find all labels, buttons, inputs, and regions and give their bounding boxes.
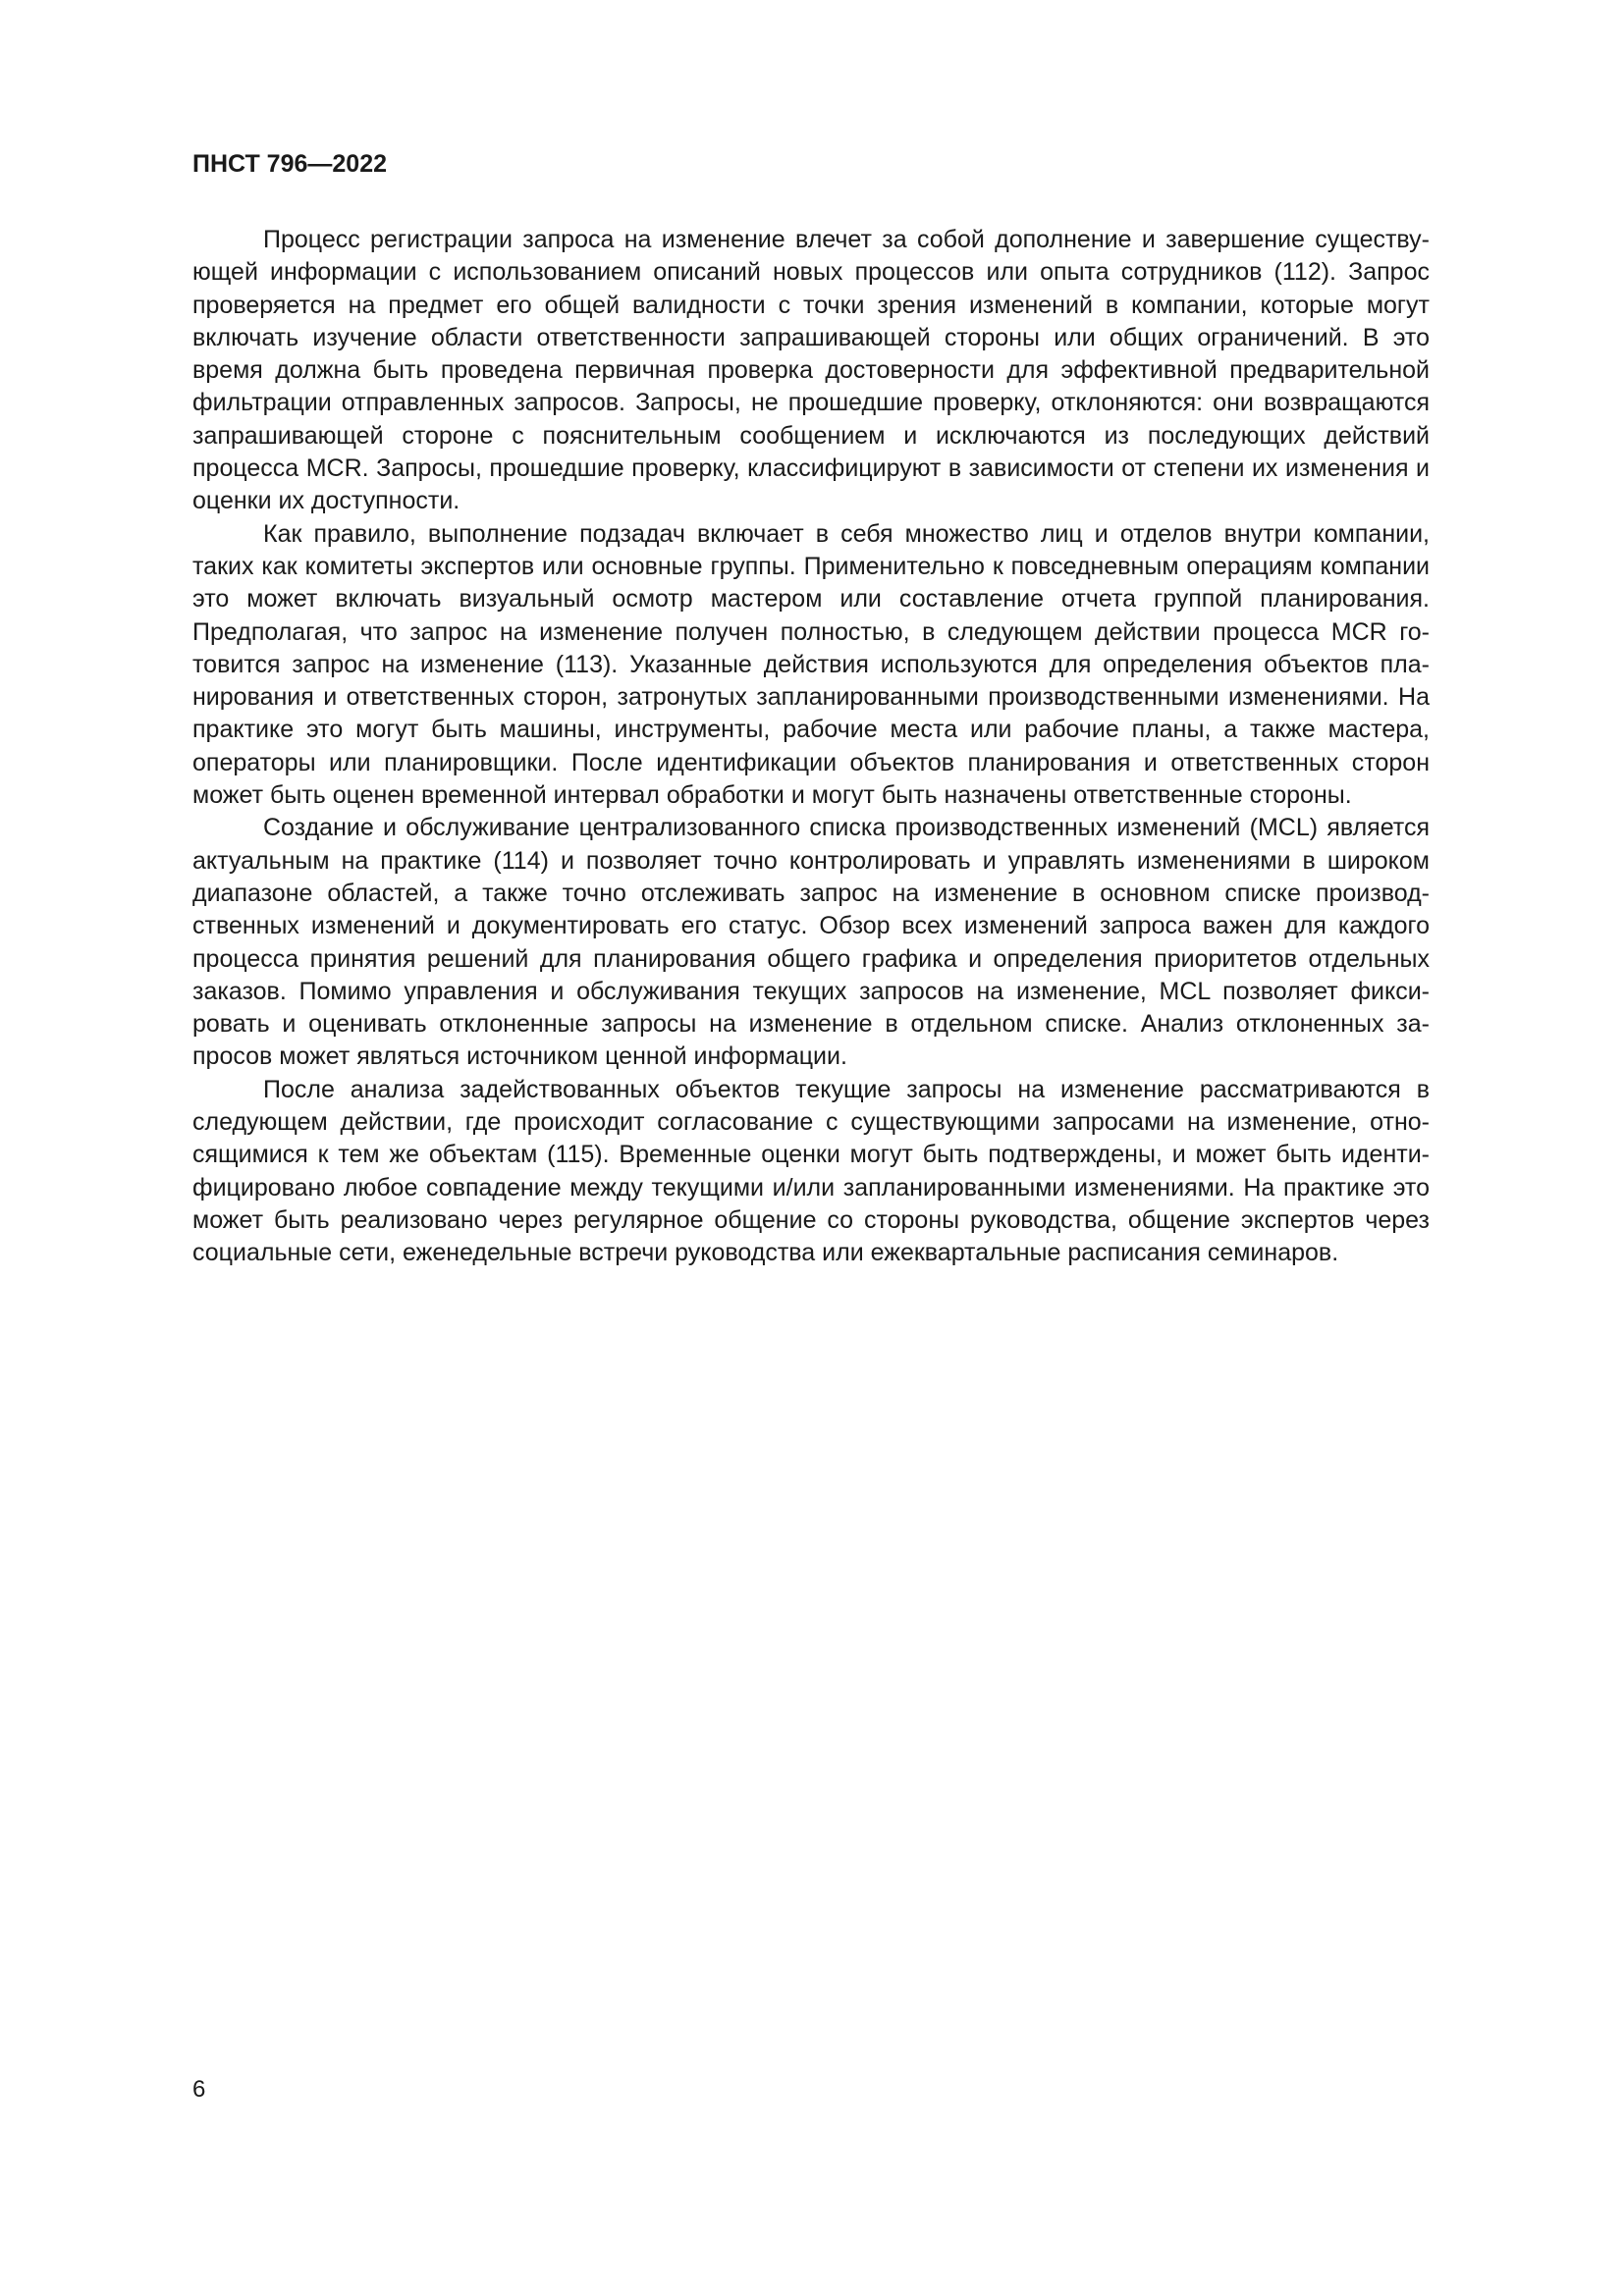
paragraph-3: Создание и обслуживание централизованного списка производственных изменений (MCL) является актуальным на практике (114) и позволяет точно контролировать и управлять изменениями в широком диапазоне областей, а также точно отслеживать запрос на изменение в основном списке производственных изменений и документировать его статус. Обзор всех изменений запроса важен для каждого процесса принятия решений для планирования общего графика и определения приоритетов отдельных заказов. Помимо управления и обслуживания текущих запросов на изменение, MCL позволяет фиксировать и оценивать отклоненные запросы на изменение в отдельном списке. Анализ отклоненных запросов может являться источником ценной информации. — [192, 814, 1430, 1071]
paragraph-1: Процесс регистрации запроса на изменение влечет за собой дополнение и завершение существующей информации с использованием описаний новых процессов или опыта сотрудников (112). Запрос проверяется на предмет его общей валидности с точки зрения изменений в компании, которые могут включать изучение области ответственности запрашивающей стороны или общих ограничений. В это время должна быть проведена первичная проверка достоверности для эффективной предварительной фильтрации отправленных запросов. Запросы, не прошедшие проверку, отклоняются: они возвращаются запрашивающей стороне с пояснительным сообщением и исключаются из последующих действий процесса MCR. Запросы, прошедшие проверку, классифицируют в зависимости от степени их изменения и оценки их доступности. — [192, 226, 1430, 515]
paragraph-4: После анализа задействованных объектов текущие запросы на изменение рассматриваются в следующем действии, где происходит согласование с существующими запросами на изменение, относящимися к тем же объектам (115). Временные оценки могут быть подтверждены, и может быть идентифицировано любое совпадение между текущими и/или запланированными изменениями. На практике это может быть реализовано через регулярное общение со стороны руководства, общение экспертов через социальные сети, еженедельные встречи руководства или ежеквартальные расписания семинаров. — [192, 1075, 1430, 1267]
document-body — [192, 224, 1430, 1270]
standard-code-header: ПНСТ 796—2022 — [192, 150, 387, 178]
paragraph-2: Как правило, выполнение подзадач включает в себя множество лиц и отделов внутри компании, таких как комитеты экспертов или основные группы. Применительно к повседневным операциям компании это может включать визуальный осмотр мастером или составление отчета группой планирования. Предполагая, что запрос на изменение получен полностью, в следующем действии процесса MCR готовится запрос на изменение (113). Указанные действия используются для определения объектов планирования и ответственных сторон, затронутых запланированными производственными изменениями. На практике это могут быть машины, инструменты, рабочие места или рабочие планы, а также мастера, операторы или планировщики. После идентификации объектов планирования и ответственных сторон может быть оценен временной интервал обработки и могут быть назначены ответственные стороны. — [192, 519, 1430, 810]
page-number: 6 — [192, 2076, 206, 2103]
